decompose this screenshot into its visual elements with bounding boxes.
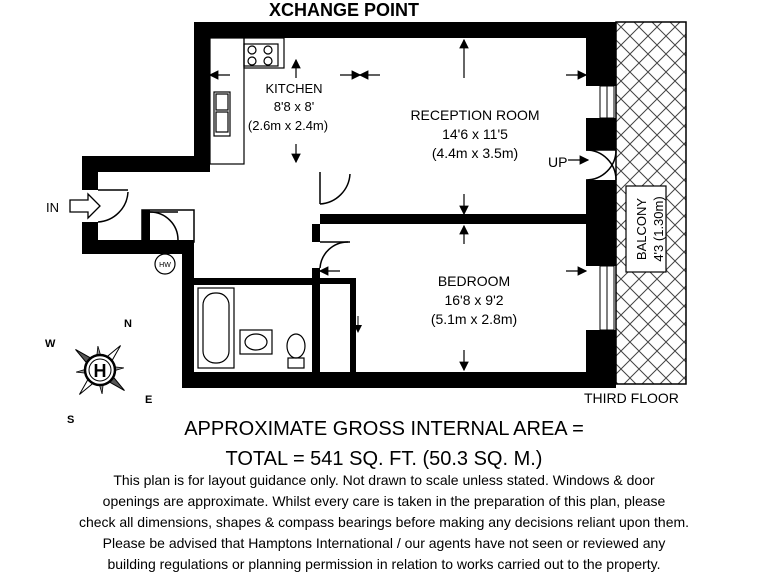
disclaimer <box>4 470 764 575</box>
disclaimer-line: check all dimensions, shapes & compass bearings before making any decisions reliant upon them. <box>78 514 690 530</box>
interior-walls <box>142 210 586 372</box>
bedroom-name: BEDROOM <box>437 273 511 289</box>
bedroom-imperial: 16'8 x 9'2 <box>444 292 504 308</box>
area-line-1: APPROXIMATE GROSS INTERNAL AREA = <box>184 418 584 440</box>
area-line-2: TOTAL = 541 SQ. FT. (50.3 SQ. M.) <box>225 448 543 470</box>
bedroom-metric: (5.1m x 2.8m) <box>430 311 518 327</box>
kitchen-imperial: 8'8 x 8' <box>273 99 315 114</box>
kitchen-labels <box>248 81 328 133</box>
balcony-dims-group <box>651 196 666 261</box>
reception-name: RECEPTION ROOM <box>410 107 540 123</box>
bathroom-fittings <box>198 288 305 368</box>
disclaimer-line: Please be advised that Hamptons International / our agents have not seen or reviewed any <box>102 535 666 551</box>
bedroom-labels <box>431 273 517 327</box>
balcony-dims: 4'3 (1.30m) <box>651 196 666 262</box>
hw-label: HW <box>159 262 171 269</box>
disclaimer-line: openings are approximate. Whilst every care is taken in the preparation of this plan, please <box>102 493 666 509</box>
disclaimer-line: building regulations or planning permission in relation to works carried out to the property. <box>107 556 661 572</box>
compass-e: E <box>145 394 153 406</box>
compass-n: N <box>124 318 132 330</box>
reception-imperial: 14'6 x 11'5 <box>442 126 508 142</box>
balcony-label-group <box>634 198 649 260</box>
entrance-arrow <box>70 194 100 218</box>
compass <box>72 342 127 397</box>
kitchen-metric: (2.6m x 2.4m) <box>247 118 329 133</box>
disclaimer-line: This plan is for layout guidance only. Not drawn to scale unless stated. Windows & door <box>113 472 655 488</box>
floor-label: THIRD FLOOR <box>584 390 679 406</box>
balcony-name: BALCONY <box>634 197 649 261</box>
compass-s: S <box>67 414 75 426</box>
compass-logo: H <box>93 361 107 381</box>
plan-title: XCHANGE POINT <box>268 0 420 20</box>
entrance-label: IN <box>46 200 59 215</box>
kitchen-name: KITCHEN <box>265 81 323 96</box>
compass-w: W <box>45 338 56 350</box>
reception-labels <box>410 107 539 161</box>
reception-metric: (4.4m x 3.5m) <box>431 145 519 161</box>
outer-walls <box>82 22 616 388</box>
up-label: UP <box>548 154 568 170</box>
